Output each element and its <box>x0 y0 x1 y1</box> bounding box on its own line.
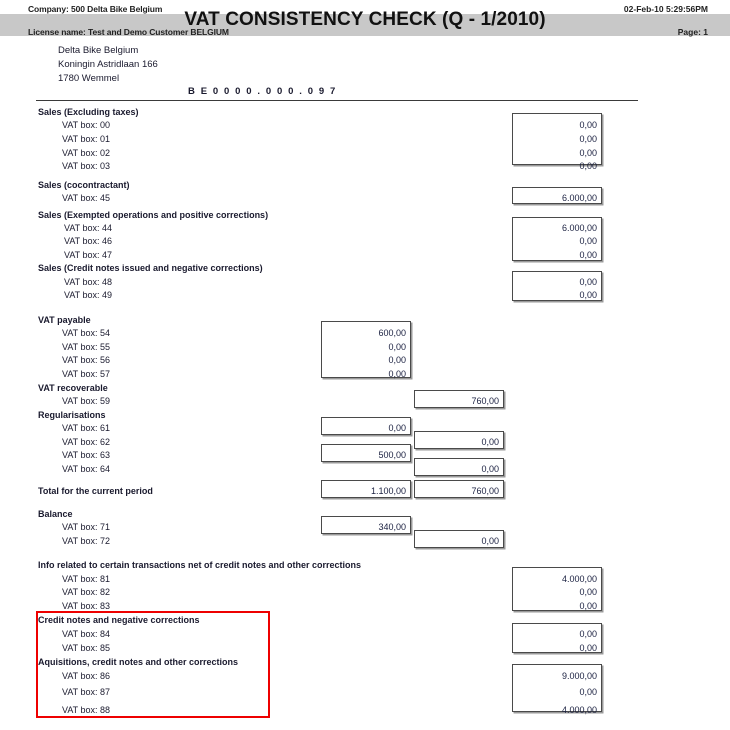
vat-box-row <box>0 340 730 354</box>
vat-box-value: 0,00 <box>579 643 597 653</box>
vat-box-value: 0,00 <box>388 369 406 379</box>
vat-box-label: VAT box: 72 <box>62 536 111 546</box>
vat-box-row <box>0 585 730 599</box>
section-title: Aquisitions, credit notes and other corrections <box>38 657 239 667</box>
vat-box-value: 4.000,00 <box>561 574 597 584</box>
vat-box-label: VAT box: 57 <box>62 369 111 379</box>
total-value-a: 1.100,00 <box>370 486 406 496</box>
vat-box-row <box>0 435 730 449</box>
vat-box-row <box>0 462 730 476</box>
section-title: Sales (Excluding taxes) <box>38 107 139 117</box>
vat-box-value: 0,00 <box>579 277 597 287</box>
vat-box-value: 0,00 <box>481 536 499 546</box>
vat-box-label: VAT box: 85 <box>62 643 111 653</box>
vat-box-row <box>0 132 730 146</box>
vat-box-row <box>0 191 730 205</box>
vat-box-row <box>0 353 730 367</box>
vat-box-label: VAT box: 46 <box>64 236 113 246</box>
section-header-row <box>0 261 730 275</box>
section-header-row <box>0 381 730 395</box>
section-header-row <box>0 178 730 192</box>
header-timestamp: 02-Feb-10 5:29:56PM <box>623 4 708 14</box>
vat-box-label: VAT box: 64 <box>62 464 111 474</box>
vat-box-label: VAT box: 59 <box>62 396 111 406</box>
vat-box-row <box>0 118 730 132</box>
vat-box-row <box>0 159 730 173</box>
section-title: Info related to certain transactions net of credit notes and other corrections <box>38 560 362 570</box>
section-title: VAT recoverable <box>38 383 108 393</box>
vat-box-label: VAT box: 81 <box>62 574 111 584</box>
section-title: Balance <box>38 509 73 519</box>
vat-box-label: VAT box: 03 <box>62 161 111 171</box>
vat-box-label: VAT box: 61 <box>62 423 111 433</box>
vat-box-value: 0,00 <box>579 629 597 639</box>
vat-box-label: VAT box: 55 <box>62 342 111 352</box>
vat-box-label: VAT box: 83 <box>62 601 111 611</box>
vat-box-label: VAT box: 44 <box>64 223 113 233</box>
vat-box-label: VAT box: 47 <box>64 250 113 260</box>
vat-box-value: 6.000,00 <box>561 193 597 203</box>
vat-box-row <box>0 520 730 534</box>
vat-box-value: 6.000,00 <box>561 223 597 233</box>
vat-box-value: 340,00 <box>378 522 406 532</box>
vat-box-label: VAT box: 54 <box>62 328 111 338</box>
section-header-row <box>0 105 730 119</box>
vat-box-row <box>0 326 730 340</box>
vat-box-label: VAT box: 87 <box>62 687 111 697</box>
section-title: Credit notes and negative corrections <box>38 615 200 625</box>
vat-box-row <box>0 275 730 289</box>
vat-box-label: VAT box: 84 <box>62 629 111 639</box>
vat-box-label: VAT box: 63 <box>62 450 111 460</box>
vat-box-row <box>0 248 730 262</box>
header-company: Company: 500 Delta Bike Belgium <box>28 4 163 14</box>
vat-box-label: VAT box: 48 <box>64 277 113 287</box>
address-line-1: Delta Bike Belgium <box>58 45 139 56</box>
vat-box-value: 0,00 <box>579 250 597 260</box>
vat-box-value: 0,00 <box>481 464 499 474</box>
vat-box-row <box>0 367 730 381</box>
vat-box-row <box>0 448 730 462</box>
section-title: Regularisations <box>38 410 106 420</box>
vat-box-value: 0,00 <box>388 342 406 352</box>
vat-box-value: 0,00 <box>579 587 597 597</box>
section-title: Sales (Credit notes issued and negative corrections) <box>38 263 263 273</box>
vat-box-value: 4.000,00 <box>561 705 597 715</box>
vat-box-value: 0,00 <box>481 437 499 447</box>
vat-registration-number: B E 0 0 0 0 . 0 0 0 . 0 9 7 <box>188 86 337 97</box>
vat-box-row <box>0 221 730 235</box>
vat-box-value: 600,00 <box>378 328 406 338</box>
section-title: Sales (Exempted operations and positive corrections) <box>38 210 269 220</box>
vat-box-label: VAT box: 01 <box>62 134 111 144</box>
vat-box-value: 0,00 <box>579 148 597 158</box>
vat-box-value: 500,00 <box>378 450 406 460</box>
vat-box-value: 0,00 <box>388 355 406 365</box>
header-page-number: Page: 1 <box>677 27 708 37</box>
vat-box-label: VAT box: 56 <box>62 355 111 365</box>
section-title: Sales (cocontractant) <box>38 180 130 190</box>
vat-box-row <box>0 572 730 586</box>
header-license-name: License name: Test and Demo Customer BELGIUM <box>28 27 229 37</box>
vat-box-label: VAT box: 02 <box>62 148 111 158</box>
total-label: Total for the current period <box>38 486 153 496</box>
vat-box-value: 0,00 <box>579 687 597 697</box>
vat-box-value: 0,00 <box>579 601 597 611</box>
vat-box-value: 0,00 <box>579 236 597 246</box>
vat-box-value: 760,00 <box>471 396 499 406</box>
vat-box-value: 9.000,00 <box>561 671 597 681</box>
section-header-row <box>0 313 730 327</box>
section-header-row <box>0 558 730 572</box>
vat-box-value: 0,00 <box>388 423 406 433</box>
report-title: VAT CONSISTENCY CHECK (Q - 1/2010) <box>184 9 546 30</box>
vat-box-value: 0,00 <box>579 290 597 300</box>
vat-box-label: VAT box: 82 <box>62 587 111 597</box>
vat-box-value: 0,00 <box>579 161 597 171</box>
total-value-b: 760,00 <box>471 486 499 496</box>
vat-box-label: VAT box: 86 <box>62 671 111 681</box>
vat-box-row <box>0 421 730 435</box>
vat-box-row <box>0 394 730 408</box>
total-row <box>0 484 730 498</box>
vat-box-row <box>0 234 730 248</box>
section-title: VAT payable <box>38 315 91 325</box>
address-line-3: 1780 Wemmel <box>58 73 120 84</box>
vat-box-label: VAT box: 49 <box>64 290 113 300</box>
section-header-row <box>0 208 730 222</box>
address-line-2: Koningin Astridlaan 166 <box>58 59 158 70</box>
vat-box-row <box>0 534 730 548</box>
vat-box-label: VAT box: 45 <box>62 193 111 203</box>
vat-box-label: VAT box: 62 <box>62 437 111 447</box>
vat-box-label: VAT box: 00 <box>62 120 111 130</box>
vat-box-value: 0,00 <box>579 134 597 144</box>
vat-box-label: VAT box: 88 <box>62 705 111 715</box>
section-header-row <box>0 507 730 521</box>
vat-box-row <box>0 288 730 302</box>
vat-box-row <box>0 146 730 160</box>
section-header-row <box>0 408 730 422</box>
vat-box-value: 0,00 <box>579 120 597 130</box>
red-highlight-outline <box>36 611 270 718</box>
vat-box-label: VAT box: 71 <box>62 522 111 532</box>
